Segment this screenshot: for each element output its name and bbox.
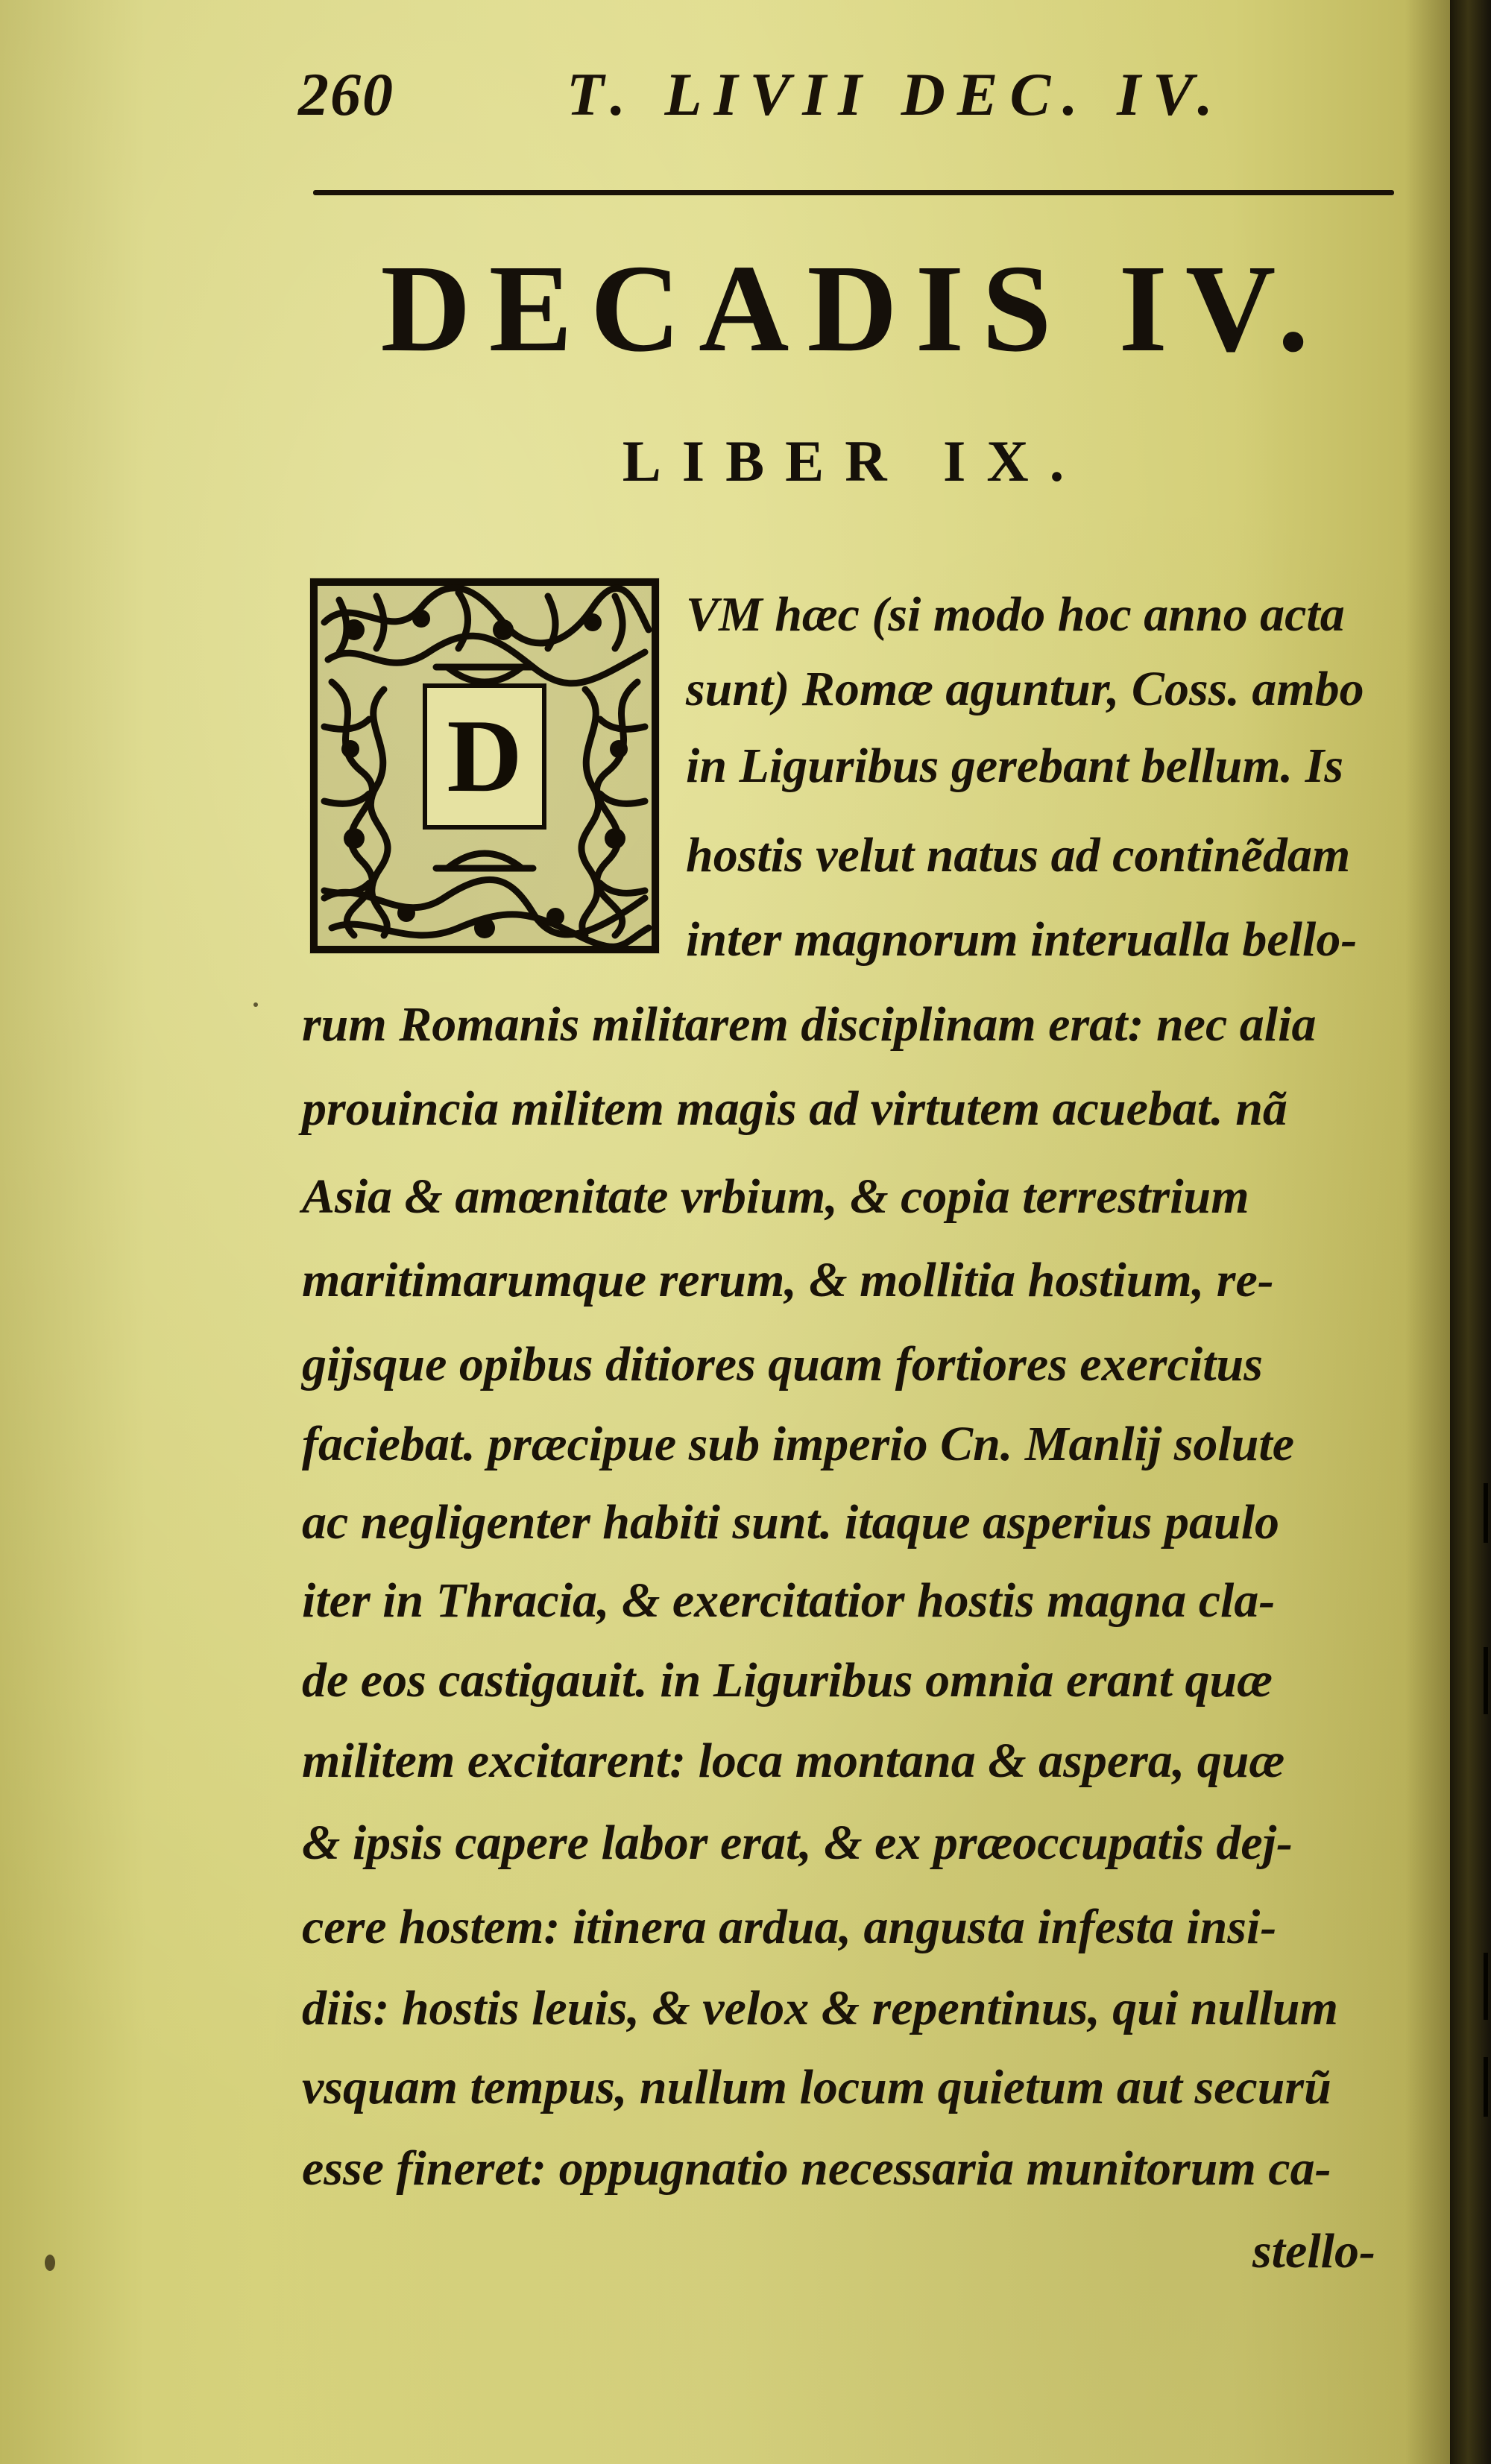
text-line: gijsque opibus ditiores quam fortiores exercitus	[302, 1337, 1263, 1391]
edge-mark	[1484, 2057, 1488, 2117]
text-line: ac negligenter habiti sunt. itaque asperius paulo	[302, 1495, 1280, 1550]
running-title: T. LIVII DEC. IV.	[567, 60, 1225, 128]
header-rule	[313, 190, 1394, 195]
text-line: inter magnorum interualla bello-	[686, 912, 1358, 967]
edge-mark	[1484, 1483, 1488, 1543]
text-line: cere hostem: itinera ardua, angusta infesta insi-	[302, 1900, 1277, 1954]
text-line: diis: hostis leuis, & velox & repentinus, qui nullum	[302, 1981, 1338, 2035]
text-line: rum Romanis militarem disciplinam erat: nec alia	[302, 997, 1317, 1052]
text-line: esse fineret: oppugnatio necessaria munitorum ca-	[302, 2141, 1331, 2196]
page-number: 260	[298, 60, 394, 128]
text-line: iter in Thracia, & exercitatior hostis magna cla-	[302, 1573, 1276, 1628]
edge-mark	[1484, 1647, 1488, 1714]
ink-spot	[253, 1002, 258, 1007]
text-line: de eos castigauit. in Liguribus omnia erant quæ	[302, 1653, 1273, 1708]
decorated-initial	[309, 578, 660, 954]
text-line: maritimarumque rerum, & mollitia hostium, re-	[302, 1253, 1274, 1307]
text-line: hostis velut natus ad continẽdam	[686, 828, 1351, 882]
text-line: VM hæc (si modo hoc anno acta	[686, 587, 1345, 642]
catchword: stello-	[1252, 2224, 1375, 2278]
section-title: DECADIS IV.	[380, 239, 1327, 378]
text-line: in Liguribus gerebant bellum. Is	[686, 739, 1344, 793]
text-line: sunt) Romæ aguntur, Coss. ambo	[686, 662, 1364, 716]
initial-letter: D	[447, 698, 523, 814]
text-line: faciebat. præcipue sub imperio Cn. Manlij solute	[302, 1417, 1295, 1471]
text-line: prouincia militem magis ad virtutem acuebat. nã	[302, 1081, 1287, 1136]
text-line: Asia & amœnitate vrbium, & copia terrestrium	[302, 1169, 1249, 1224]
running-head	[298, 60, 1416, 142]
book-subtitle: LIBER IX.	[622, 429, 1085, 493]
text-line: vsquam tempus, nullum locum quietum aut securũ	[302, 2060, 1331, 2114]
edge-mark	[1484, 1953, 1488, 2020]
ink-spot	[45, 2255, 55, 2271]
text-line: militem excitarent: loca montana & aspera, quæ	[302, 1734, 1285, 1788]
text-line: & ipsis capere labor erat, & ex præoccupatis dej-	[302, 1816, 1293, 1870]
